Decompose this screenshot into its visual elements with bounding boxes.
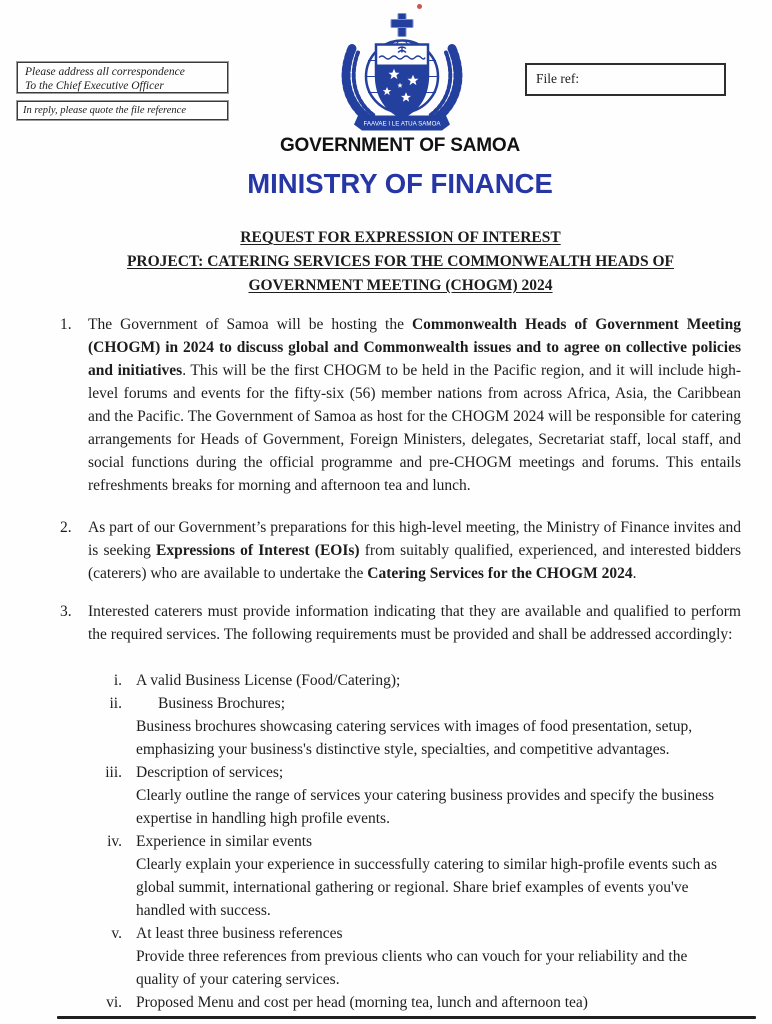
ministry-title: MINISTRY OF FINANCE — [247, 168, 553, 199]
requirement-numeral: ii. — [109, 695, 122, 712]
government-title: GOVERNMENT OF SAMOA — [279, 135, 521, 156]
requirement-title: At least three business references — [136, 925, 343, 942]
requirement-title: Business Brochures; — [158, 695, 286, 712]
paragraph-number: 2. — [60, 519, 72, 536]
correspondence-box — [17, 62, 228, 93]
paragraph-text: As part of our Government’s preparations for this high-level meeting, the Ministry of Finance invites and is seeking Expressions of Interest (EOIs) from suitably qualified, experienced, and interested bidders (caterers) who are available to undertake the Catering Services for the CHOGM 2024. — [88, 519, 741, 582]
page-bottom-edge — [57, 1016, 756, 1019]
requirement-description: Clearly outline the range of services your catering business provides and specify the business expertise in handling high profile events. — [136, 787, 715, 827]
paragraph-number: 1. — [60, 316, 72, 333]
motto-ribbon-icon — [354, 116, 450, 131]
paragraph-3 — [60, 600, 741, 646]
subject-line-3: GOVERNMENT MEETING (CHOGM) 2024 — [248, 277, 553, 294]
requirements-list — [60, 669, 741, 1014]
requirement-numeral: iv. — [107, 833, 122, 850]
correspondence-line-2: To the Chief Executive Officer — [25, 80, 164, 92]
red-dot-mark — [417, 4, 422, 9]
paragraph-text: Interested caterers must provide information indicating that they are available and qualified to perform the required services. The following requirements must be provided and shall be addressed accordingly: — [88, 603, 741, 643]
correspondence-line-1: Please address all correspondence — [25, 66, 185, 78]
requirement-title: A valid Business License (Food/Catering); — [136, 672, 401, 689]
reply-note-box — [17, 101, 228, 120]
requirement-item-ii — [60, 692, 741, 761]
crest-motto: FAAVAE I LE ATUA SAMOA — [363, 120, 441, 128]
requirement-title: Description of services; — [136, 764, 284, 781]
subject-line-1: REQUEST FOR EXPRESSION OF INTEREST — [240, 229, 561, 246]
paragraph-1 — [60, 313, 741, 497]
requirement-numeral: v. — [111, 925, 122, 942]
paragraph-2 — [60, 516, 741, 585]
reply-note-text: In reply, please quote the file reference — [23, 105, 186, 116]
requirement-item-vi — [60, 991, 741, 1014]
requirement-title: Proposed Menu and cost per head (morning tea, lunch and afternoon tea) — [136, 994, 588, 1011]
file-ref-box — [525, 63, 726, 96]
subject-heading — [60, 226, 741, 298]
paragraph-number: 3. — [60, 603, 72, 620]
subject-line-2: PROJECT: CATERING SERVICES FOR THE COMMONWEALTH HEADS OF — [126, 253, 675, 270]
requirement-item-iv — [60, 830, 741, 922]
cross-icon — [391, 14, 413, 37]
requirement-description: Business brochures showcasing catering services with images of food presentation, setup, emphasizing your business's distinctive style, specialties, and competitive advantages. — [136, 718, 693, 758]
requirement-item-iii — [60, 761, 741, 830]
requirement-numeral: iii. — [105, 764, 122, 781]
samoa-coat-of-arms-icon — [332, 12, 472, 135]
requirement-item-v — [60, 922, 741, 991]
requirement-numeral: i. — [113, 672, 122, 689]
requirement-title: Experience in similar events — [136, 833, 313, 850]
requirement-description: Provide three references from previous clients who can vouch for your reliability and the quality of your catering services. — [136, 948, 688, 988]
requirement-numeral: vi. — [106, 994, 122, 1011]
letter-body — [60, 313, 741, 1014]
file-ref-label: File ref: — [536, 71, 580, 86]
requirement-description: Clearly explain your experience in successfully catering to similar high-profile events such as global summit, international gathering or regional. Share brief examples of events you've handled with success. — [136, 856, 718, 919]
paragraph-text: The Government of Samoa will be hosting the Commonwealth Heads of Government Meeting (CHOGM) in 2024 to discuss global and Commonwealth issues and to agree on collective policies and initiatives. This will be the first CHOGM to be held in the Pacific region, and it will include high-level forums and events for the fifty-six (56) member nations from across Africa, Asia, the Caribbean and the Pacific. The Government of Samoa as host for the CHOGM 2024 will be responsible for catering arrangements for Heads of Government, Foreign Ministers, delegates, Secretariat staff, local staff, and social functions during the official programme and pre-CHOGM meetings and forums. This entails refreshments breaks for morning and afternoon tea and lunch. — [88, 316, 741, 494]
requirement-item-i — [60, 669, 741, 692]
